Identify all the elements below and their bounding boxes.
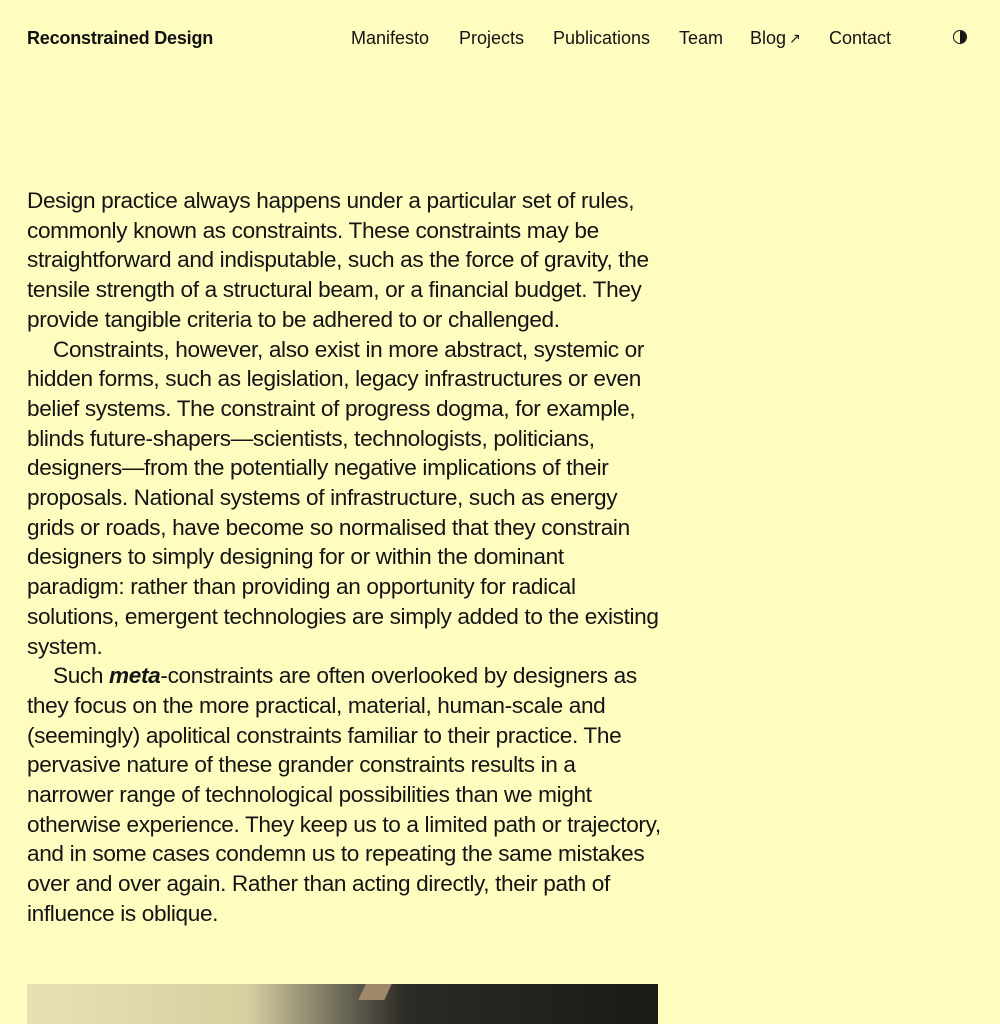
article-photo [27,984,658,1024]
nav-link-contact[interactable]: Contact [829,28,892,48]
article-body [27,186,661,929]
site-header [0,0,1000,78]
theme-toggle-icon[interactable] [953,30,967,44]
paragraph-3-rest: -constraints are often overlooked by designers as they focus on the more practical, material, human-scale and (seemingly) apolitical constraints familiar to their practice. The pervasive nature of these grander constraints results in a narrower range of technological possibilities than we might otherwise experience. They keep us to a limited path or trajectory, and in some cases condemn us to repeating the same mistakes over and over again. Rather than acting directly, their path of influence is oblique. [27,663,661,926]
main-nav [0,27,1000,49]
article-paragraph-2: Constraints, however, also exist in more abstract, systemic or hidden forms, such as legislation, legacy infrastructures or even belief systems. The constraint of progress dogma, for example, blinds future-shapers—scientists, technologists, politicians, designers—from the potentially negative implications of their proposals. National systems of infrastructure, such as energy grids or roads, have become so normalised that they constrain designers to simply designing for or within the dominant paradigm: rather than providing an opportunity for radical solutions, emergent technologies are simply added to the existing system. [27,336,659,659]
external-link-icon: ↗ [789,30,801,46]
nav-link-blog[interactable] [750,27,801,50]
nav-link-manifesto[interactable]: Manifesto [351,28,430,48]
nav-link-projects[interactable]: Projects [459,28,525,48]
photo-detail [358,984,391,1000]
meta-emphasis: meta [109,663,161,689]
article-paragraph-3 [27,661,661,928]
paragraph-3-lead: Such [53,663,110,689]
nav-link-team[interactable]: Team [679,28,724,48]
nav-link-blog-label: Blog [750,28,787,48]
site-logo-link[interactable]: Reconstrained Design [27,28,214,48]
nav-link-publications[interactable]: Publications [553,28,651,48]
article-paragraph-1: Design practice always happens under a particular set of rules, commonly known as constraints. These constraints may be straightforward and indisputable, such as the force of gravity, the tensile strength of a structural beam, or a financial budget. They provide tangible criteria to be adhered to or challenged. [27,188,649,332]
